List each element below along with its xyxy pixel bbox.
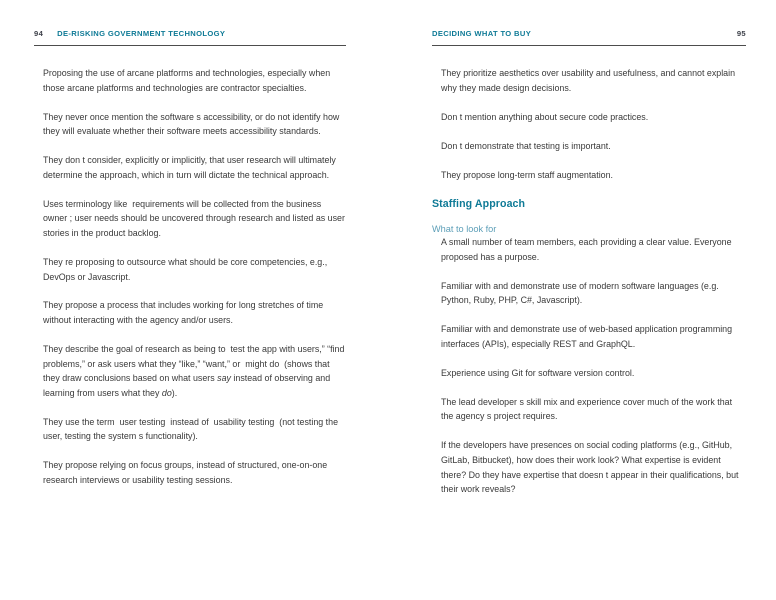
page-body-right-bottom — [432, 235, 746, 497]
body-paragraph: Familiar with and demonstrate use of modern software languages (e.g. Python, Ruby, PHP, C#, Javascript). — [441, 280, 722, 306]
subheading-what-to-look-for: What to look for — [432, 224, 497, 235]
body-paragraph: If the developers have presences on social coding platforms (e.g., GitHub, GitLab, Bitbucket), how does their work look? What expertise is evident there? Do they have expertise that doesn t appear in their qualifications, but their work reveals? — [441, 440, 741, 495]
body-paragraph: They propose a process that includes working for long stretches of time without interacting with the agency and/or users. — [43, 300, 326, 326]
body-paragraph: Experience using Git for software version control. — [441, 367, 635, 378]
body-paragraph: Proposing the use of arcane platforms and technologies, especially when those arcane platforms and technologies are contractor specialties. — [43, 68, 333, 93]
running-header-right — [432, 29, 746, 46]
body-paragraph: They propose long-term staff augmentation. — [441, 169, 614, 180]
body-paragraph: A small number of team members, each providing a clear value. Everyone proposed has a purpose. — [441, 237, 735, 262]
body-paragraph: They describe the goal of research as being to test the app with users,” “find problems,” or ask users what they “like,” “want,” or might do (shows that they draw conclusions based on what users say instead of observing and learning from users what they do). — [43, 344, 347, 398]
body-paragraph: Don t demonstrate that testing is important. — [441, 140, 611, 151]
section-heading-staffing-approach: Staffing Approach — [432, 198, 526, 211]
body-paragraph: They never once mention the software s accessibility, or do not identify how they will evaluate whether their software meets accessibility standards. — [43, 111, 342, 137]
running-header-title-right: DECIDING WHAT TO BUY — [432, 29, 532, 38]
body-paragraph: The lead developer s skill mix and experience cover much of the work that the agency s project requires. — [441, 396, 735, 422]
body-paragraph: They don t consider, explicitly or implicitly, that user research will ultimately determine the approach, which in turn will dictate the technical approach. — [43, 155, 339, 180]
body-paragraph: Familiar with and demonstrate use of web-based application programming interfaces (APIs), especially REST and GraphQL. — [441, 324, 735, 349]
body-paragraph: They prioritize aesthetics over usability and usefulness, and cannot explain why they made design decisions. — [441, 68, 738, 93]
body-paragraph: They re proposing to outsource what should be core competencies, e.g., DevOps or Javascript. — [43, 256, 330, 282]
running-header-left — [34, 29, 346, 46]
page-number-right: 95 — [736, 29, 746, 38]
body-paragraph: Uses terminology like requirements will be collected from the business owner ; user needs should be uncovered through research and listed as user stories in the product backlog. — [43, 198, 348, 238]
page-body-left — [34, 66, 346, 488]
page-right — [432, 29, 746, 511]
running-header-title-left: DE-RISKING GOVERNMENT TECHNOLOGY — [57, 29, 226, 38]
page-number-left: 94 — [34, 29, 44, 38]
body-paragraph: Don t mention anything about secure code practices. — [441, 111, 649, 122]
page-body-right-top — [432, 66, 746, 182]
body-paragraph: They use the term user testing instead of usability testing (not testing the user, testing the system s functionality). — [43, 416, 341, 442]
body-paragraph: They propose relying on focus groups, instead of structured, one-on-one research interviews or usability testing sessions. — [43, 460, 330, 485]
page-left — [34, 29, 346, 502]
